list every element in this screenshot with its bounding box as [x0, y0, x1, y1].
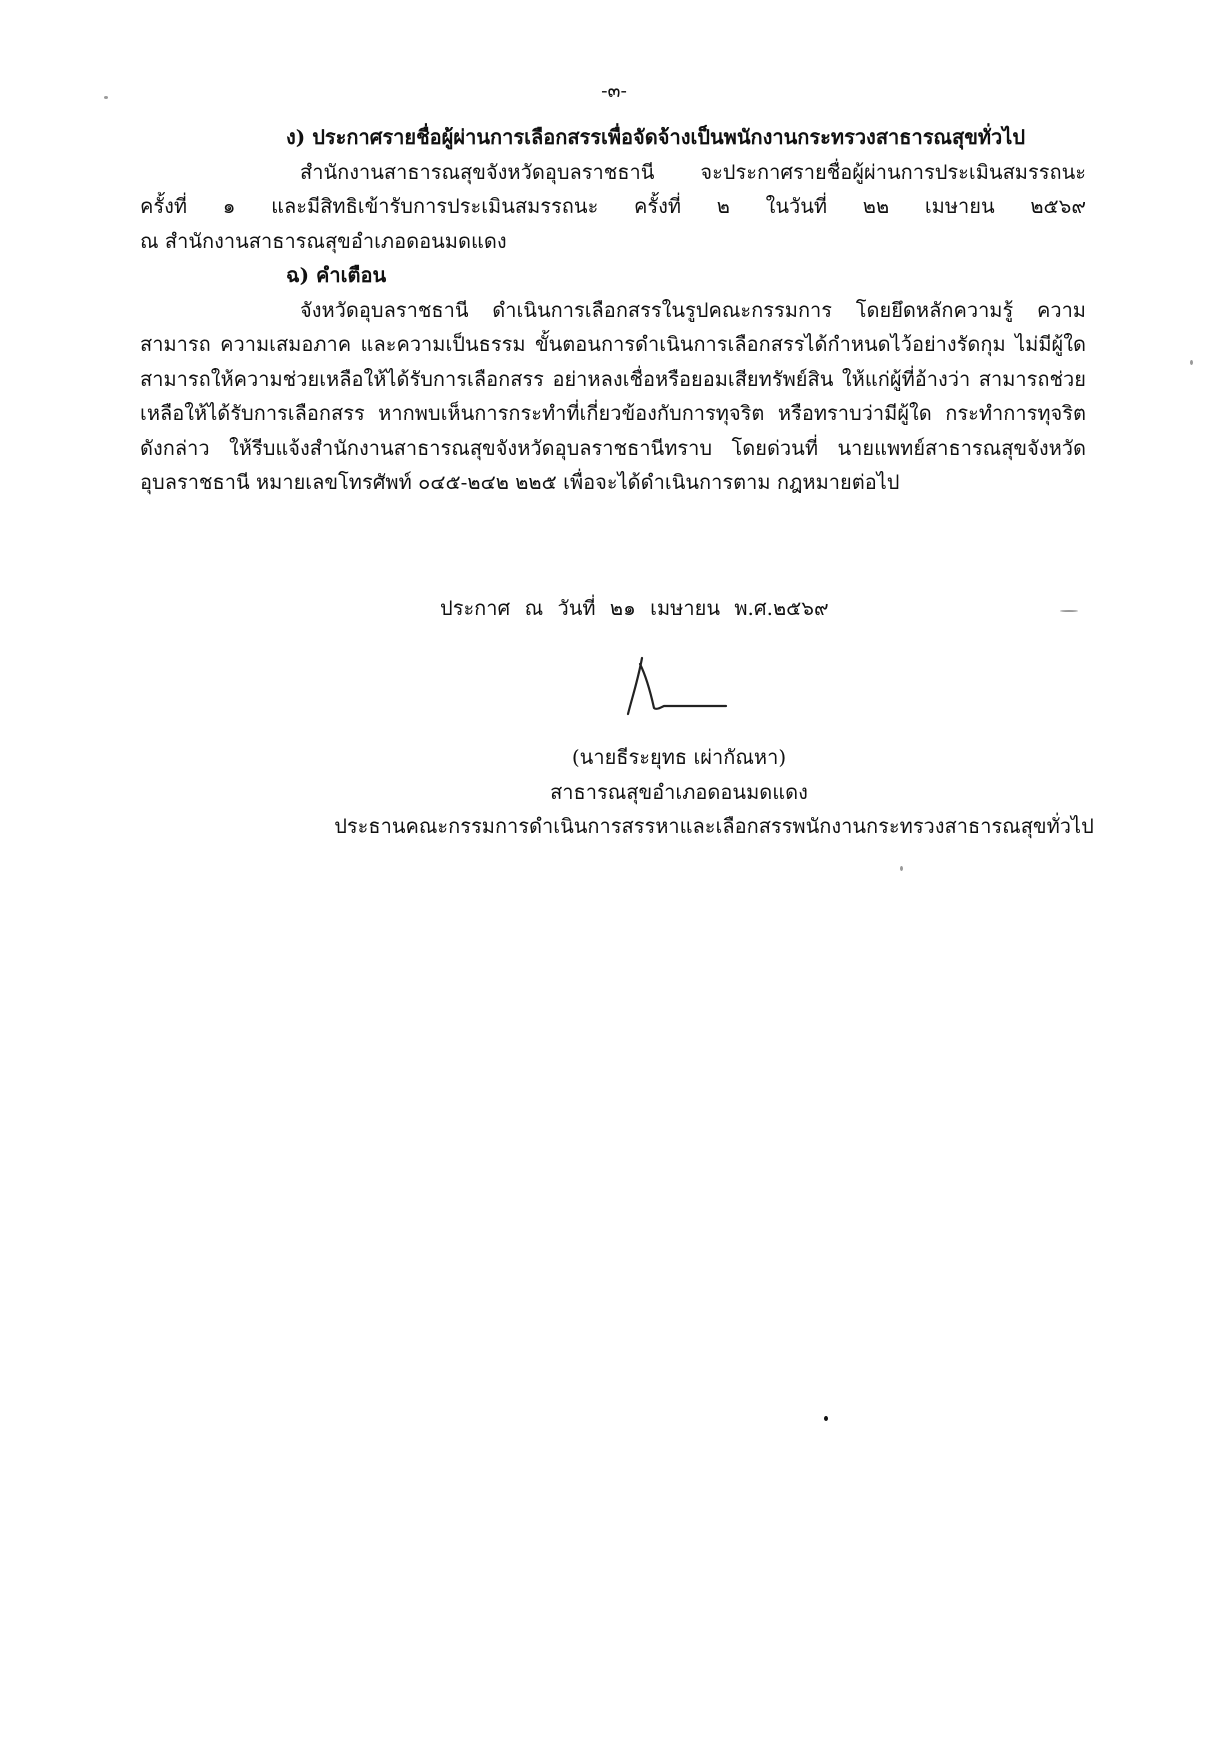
section-d-line-2: ครั้งที่ ๑ และมีสิทธิเข้ารับการประเมินสมรรถนะ ครั้งที่ ๒ ในวันที่ ๒๒ เมษายน ๒๕๖๙: [140, 194, 1086, 218]
page-number: -๓-: [601, 80, 627, 102]
section-d-line-1: สำนักงานสาธารณสุขจังหวัดอุบลราชธานี จะประกาศรายชื่อผู้ผ่านการประเมินสมรรถนะ: [300, 159, 1086, 184]
scan-speck: [824, 1416, 828, 1421]
document-body: [140, 120, 1086, 500]
section-d-line-3: ณ สำนักงานสาธารณสุขอำเภอดอนมดแดง: [140, 228, 507, 253]
signer-name: (นายธีระยุทธ เผ่ากัณหา): [571, 745, 787, 769]
section-e-paragraph: จังหวัดอุบลราชธานี ดำเนินการเลือกสรรในรูปคณะกรรมการ โดยยึดหลักความรู้ ความสามารถ ความเสมอภาค และความเป็นธรรม ขั้นตอนการดำเนินการเลือกสรรได้กำหนดไว้อย่างรัดกุม ไม่มีผู้ใดสามารถให้ความช่วยเหลือให้ได้รับการเลือกสรร อย่าหลงเชื่อหรือยอมเสียทรัพย์สิน ให้แก่ผู้ที่อ้างว่า สามารถช่วยเหลือให้ได้รับการเลือกสรร หากพบเห็นการกระทำที่เกี่ยวข้องกับการทุจริต หรือทราบว่ามีผู้ใด กระทำการทุจริตดังกล่าว ให้รีบแจ้งสำนักงานสาธารณสุขจังหวัดอุบลราชธานีทราบ โดยด่วนที่ นายแพทย์สาธารณสุขจังหวัดอุบลราชธานี หมายเลขโทรศัพท์ ๐๔๕-๒๔๒ ๒๒๕ เพื่อจะได้ดำเนินการตาม กฎหมายต่อไป: [140, 297, 1086, 494]
scan-speck: [1190, 360, 1193, 365]
scan-speck: [104, 96, 108, 99]
section-e-heading: ฉ) คำเตือน: [286, 263, 387, 287]
scan-speck: [1060, 610, 1078, 612]
signer-block: [0, 740, 1228, 844]
signer-position: สาธารณสุขอำเภอดอนมดแดง: [550, 779, 808, 804]
scan-speck: [900, 866, 903, 871]
announcement-date: ประกาศ ณ วันที่ ๒๑ เมษายน พ.ศ.๒๕๖๙: [440, 596, 829, 620]
signature: [620, 650, 730, 720]
signer-committee-role: ประธานคณะกรรมการดำเนินการสรรหาและเลือกสรรพนักงานกระทรวงสาธารณสุขทั่วไป: [334, 814, 1094, 838]
section-d-heading: ง) ประกาศรายชื่อผู้ผ่านการเลือกสรรเพื่อจัดจ้างเป็นพนักงานกระทรวงสาธารณสุขทั่วไป: [286, 125, 1026, 149]
